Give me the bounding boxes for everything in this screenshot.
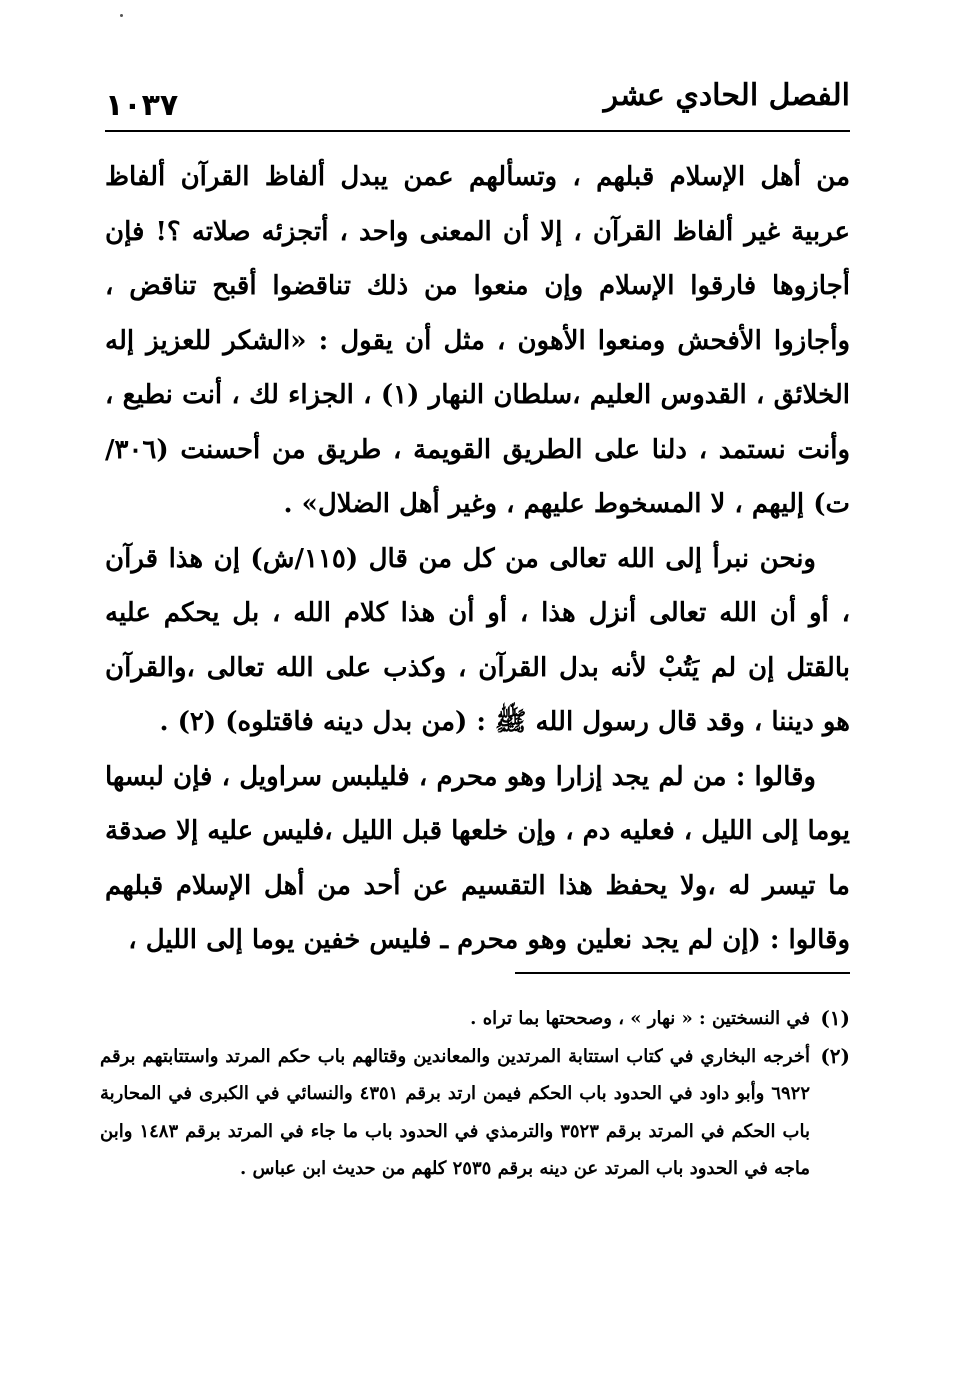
- footnote-separator: [515, 972, 850, 974]
- footnote-2: [100, 1038, 850, 1188]
- header-rule: [105, 130, 850, 132]
- footnote-text: أخرجه البخاري في كتاب استتابة المرتدين والمعاندين وقتالهم باب حكم المرتد واستتابتهم برقم ٦٩٢٢ وأبو داود في الحدود باب الحكم فيمن ارتد برقم ٤٣٥١ والنسائي في الكبرى في المحاربة باب الحكم في المرتد برقم ٣٥٢٣ والترمذي في الحدود باب ما جاء في المرتد برقم ١٤٨٣ وابن ماجه في الحدود باب المرتد عن دينه برقم ٢٥٣٥ كلهم من حديث ابن عباس .: [100, 1045, 811, 1179]
- page-header: [105, 78, 850, 128]
- page-number: ١٠٣٧: [105, 88, 179, 123]
- footnote-text: في النسختين : « نهار » ، وصححتها بما تراه .: [470, 1008, 810, 1029]
- running-title: الفصل الحادي عشر: [603, 78, 850, 113]
- scan-speck: [120, 14, 123, 17]
- paragraph-1: من أهل الإسلام قبلهم ، وتسألهم عمن يبدل ألفاظ القرآن ألفاظ عربية غير ألفاظ القرآن ، إلا أن المعنى واحد ، أتجزئه صلاته ؟! فإن أجازوها فارقوا الإسلام وإن منعوا من ذلك تناقضوا أقبح تناقض ، وأجازوا الأفحش ومنعوا الأهون ، مثل أن يقول : «الشكر للعزيز إله الخلائق ، القدوس العليم ،سلطان النهار (١) ، الجزاء لك ، أنت نطيع ، وأنت نستمد ، دلنا على الطريق القويمة ، طريق من أحسنت (٣٠٦/ت) إليهم ، لا المسخوط عليهم ، وغير أهل الضلال» .: [105, 162, 850, 519]
- paragraph-3: وقالوا : من لم يجد إزارا وهو محرم ، فليلبس سراويل ، فإن لبسها يوما إلى الليل ، فعليه دم ، وإن خلعها قبل الليل ،فليس عليه إلا صدقة ما تيسر له ،ولا يحفظ هذا التقسيم عن أحد من أهل الإسلام قبلهم وقالوا : (إن لم يجد نعلين وهو محرم ـ فليس خفين يوما إلى الليل ،: [105, 761, 850, 955]
- footnote-number: (١): [820, 1006, 850, 1030]
- footnote-1: [100, 1000, 850, 1038]
- footnotes: [100, 1000, 850, 1188]
- paragraph-2: ونحن نبرأ إلى الله تعالى من كل من قال (١١٥/ش) إن هذا قرآن ، أو أن الله تعالى أنزل هذا ، أو أن هذا كلام الله ، بل يحكم عليه بالقتل إن لم يَتُبْ لأنه بدل القرآن ، وكذب على الله تعالى ،والقرآن هو ديننا ، وقد قال رسول الله ﷺ : (من بدل دينه فاقتلوه) (٢) .: [105, 543, 850, 737]
- footnote-number: (٢): [820, 1043, 850, 1068]
- main-text: [105, 150, 850, 968]
